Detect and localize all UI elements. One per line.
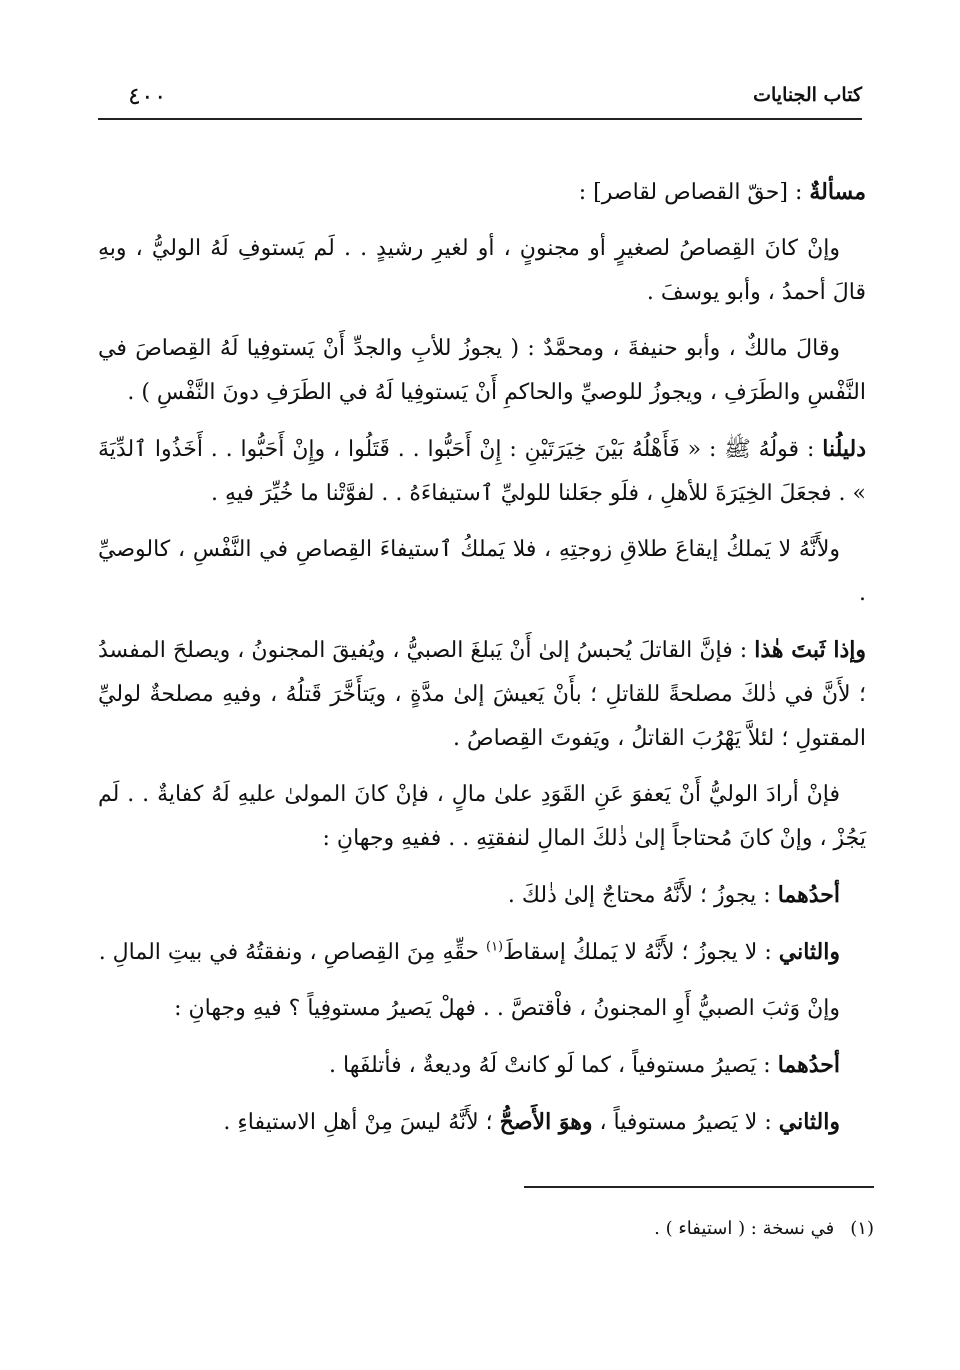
paragraph-4: ولأَنَّهُ لا يَملكُ إيقاعَ طلاقِ زوجتِهِ ، فلا يَملكُ ٱستيفاءَ القِصاصِ في النَّفْسِ ، كالوصيِّ .: [98, 537, 866, 606]
masala-colon: :: [787, 180, 810, 205]
masala-label: مسألةٌ: [809, 179, 866, 205]
paragraph-6: فإنْ أرادَ الوليُّ أَنْ يَعفوَ عَنِ القَوَدِ علىٰ مالٍ ، فإنْ كانَ المولىٰ عليهِ لَهُ كفايةٌ . . لَم يَجُزْ ، وإنْ كانَ مُحتاجاً إلىٰ ذٰلكَ المالِ لنفقتِهِ . . ففيهِ وجهانِ :: [98, 782, 866, 851]
footnote-1-text: في نسخة : ( استيفاء ) .: [654, 1218, 835, 1239]
masala-heading: [98, 170, 866, 215]
paragraph-3-lead: دليلُنا: [822, 436, 866, 462]
footnotes: [654, 1218, 874, 1239]
paragraph-7-text: : يجوزُ ؛ لأَنَّهُ محتاجٌ إلىٰ ذٰلكَ .: [507, 883, 778, 908]
paragraph-9: وإنْ وَثبَ الصبيُّ أَوِ المجنونُ ، فاْقتصَّ . . فهلْ يَصيرُ مستوفِياً ؟ فيهِ وجهانِ :: [174, 996, 840, 1021]
footnote-rule: [524, 1186, 874, 1188]
running-header: [98, 82, 862, 116]
page-number: ٤٠٠: [128, 82, 167, 110]
paragraph-5-lead: وإذا ثَبتَ هٰذا: [754, 637, 866, 663]
paragraph-3-text: : قولُهُ ﷺ : « فَأَهْلُهُ بَيْنَ خِيَرَتَيْنِ : إِنْ أَحَبُّوا . . قَتَلُوا ، وإِنْ أَحَبُّوا . . أَخَذُوا ٱلدِّيَةَ » . فجعَلَ الخِيَرَةَ للأهلِ ، فلَو جعَلنا للوليِّ ٱستيفاءَهُ . . لفوَّتْنا ما خُيِّرَ فيهِ .: [98, 437, 866, 506]
paragraph-5-text: : فإنَّ القاتلَ يُحبسُ إلىٰ أَنْ يَبلغَ الصبيُّ ، ويُفيقَ المجنونُ ، ويصلحَ المفسدُ ؛ لأَنَّ في ذٰلكَ مصلحةً للقاتلِ ؛ بأَنْ يَعيشَ إلىٰ مدَّةٍ ، ويَتأَخَّرَ قَتلُهُ ، وفيهِ مصلحةٌ لوليِّ المقتولِ ؛ لئلاَّ يَهْرُبَ القاتلُ ، ويَفوتَ القِصاصُ .: [98, 638, 866, 751]
paragraph-11: [162, 1100, 866, 1145]
paragraph-10-lead: أحدُهما: [777, 1052, 840, 1078]
paragraph-11-text-a: : لا يَصيرُ مستوفياً ،: [592, 1110, 779, 1135]
footnote-1: [654, 1218, 874, 1239]
paragraph-11-text-b: ؛ لأَنَّهُ ليسَ مِنْ أهلِ الاستيفاءِ .: [223, 1110, 500, 1135]
paragraph-8-text-b: حقِّهِ مِنَ القِصاصِ ، ونفقتُهُ في بيتِ المالِ .: [98, 940, 486, 965]
paragraph-10: [162, 1043, 866, 1088]
book-title: كتاب الجنايات: [753, 84, 862, 106]
paragraph-2: وقالَ مالكٌ ، وأبو حنيفةَ ، ومحمَّدٌ : ( يجوزُ للأبِ والجدِّ أَنْ يَستوفِيا لَهُ القِصاصَ في النَّفْسِ والطَرَفِ ، ويجوزُ للوصيِّ والحاكمِ أَنْ يَستوفِيا لَهُ في الطَرَفِ دونَ النَّفْسِ ) .: [98, 336, 866, 405]
paragraph-3: [98, 427, 866, 516]
body-text: [98, 170, 866, 1157]
paragraph-8-lead: والثاني: [778, 939, 840, 965]
paragraph-7: [98, 873, 866, 918]
paragraph-7-lead: أحدُهما: [777, 882, 840, 908]
paragraph-11-lead: والثاني: [778, 1109, 840, 1135]
paragraph-10-text: : يَصيرُ مستوفياً ، كما لَو كانتْ لَهُ وديعةٌ ، فأتلفَها .: [329, 1053, 778, 1078]
paragraph-8-text-a: : لا يجوزُ ؛ لأَنَّهُ لا يَملكُ إسقاطَ: [503, 940, 779, 965]
paragraph-5: [98, 628, 866, 761]
paragraph-8: [98, 930, 866, 975]
header-rule: [98, 118, 862, 120]
footnote-ref-1[interactable]: (١): [485, 939, 504, 955]
paragraph-1: وإنْ كانَ القِصاصُ لصغيرٍ أو مجنونٍ ، أو لغيرِ رشيدٍ . . لَم يَستوفِ لَهُ الوليُّ ، وبهِ قالَ أحمدُ ، وأبو يوسفَ .: [98, 236, 866, 305]
footnote-1-marker: (١): [850, 1218, 874, 1239]
masala-title: [حقّ القصاص لقاصر] :: [578, 180, 788, 205]
paragraph-11-emphasis: وهوَ الأَصحُّ: [499, 1109, 593, 1135]
